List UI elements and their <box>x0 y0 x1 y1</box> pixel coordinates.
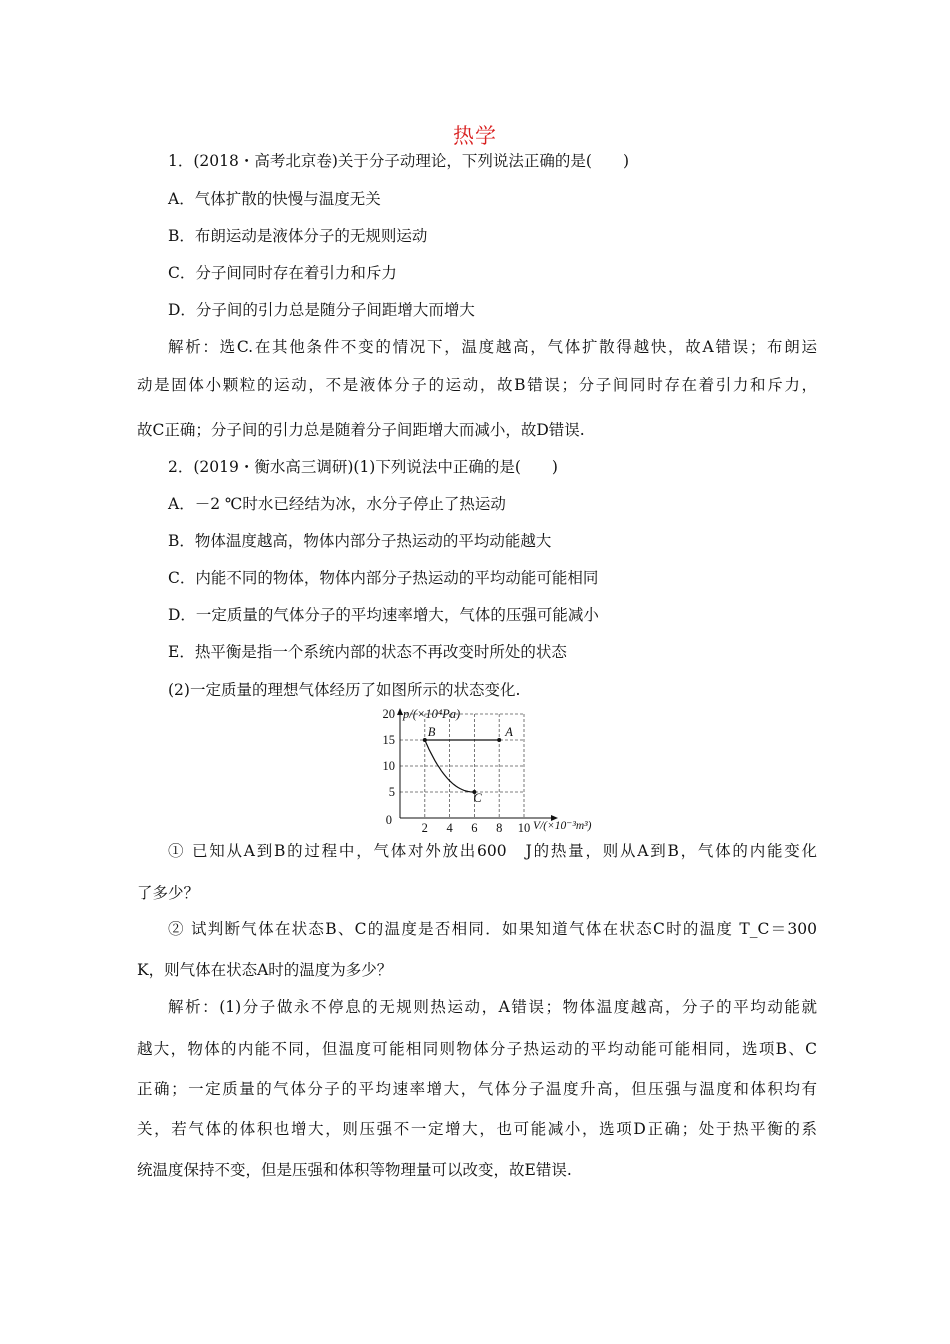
q2-option-a: A．－2 ℃时水已经结为冰，水分子停止了热运动 <box>168 495 506 513</box>
y-tick-label: 5 <box>388 785 395 799</box>
q1-analysis-line: 解析：选C.在其他条件不变的情况下，温度越高，气体扩散得越快，故A错误；布朗运 <box>168 338 817 356</box>
x-tick-label: 6 <box>471 821 478 835</box>
q2-sub2-line: ② 试判断气体在状态B、C的温度是否相同．如果知道气体在状态C时的温度 T_C＝300 <box>168 920 817 938</box>
y-tick-label: 15 <box>382 733 395 747</box>
q2-analysis-line: 正确；一定质量的气体分子的平均速率增大，气体分子温度升高，但压强与温度和体积均有 <box>137 1080 817 1098</box>
q2-sub2-line: K，则气体在状态A时的温度为多少？ <box>137 961 393 979</box>
page-title: 热学 <box>453 124 497 148</box>
chart-points <box>423 725 513 805</box>
q1-option-b: B．布朗运动是液体分子的无规则运动 <box>168 227 428 245</box>
q2-stem: 2．(2019・衡水高三调研)(1)下列说法中正确的是( ) <box>168 458 558 476</box>
q1-stem: 1．(2018・高考北京卷)关于分子动理论，下列说法正确的是( ) <box>168 152 629 170</box>
point-label-C: C <box>473 791 482 805</box>
x-tick-label: 8 <box>496 821 503 835</box>
q1-analysis-line: 故C正确；分子间的引力总是随着分子间距增大而减小，故D错误. <box>137 421 585 439</box>
point-A <box>497 738 501 742</box>
x-tick-label: 10 <box>517 821 531 835</box>
x-tick-label: 2 <box>421 821 428 835</box>
pv-diagram <box>373 705 623 835</box>
point-label-A: A <box>505 725 513 739</box>
q2-analysis-line: 解析：(1)分子做永不停息的无规则热运动，A错误；物体温度越高，分子的平均动能就 <box>168 998 817 1016</box>
origin-label: 0 <box>385 813 392 827</box>
y-tick-label: 20 <box>382 707 395 721</box>
point-B <box>423 738 427 742</box>
q2-option-e: E．热平衡是指一个系统内部的状态不再改变时所处的状态 <box>168 643 567 661</box>
x-tick-label: 4 <box>446 821 453 835</box>
point-label-B: B <box>427 725 436 739</box>
q1-option-d: D．分子间的引力总是随分子间距增大而增大 <box>168 301 475 319</box>
q2-part2-text: (2)一定质量的理想气体经历了如图所示的状态变化. <box>168 681 521 699</box>
q2-option-b: B．物体温度越高，物体内部分子热运动的平均动能越大 <box>168 532 552 550</box>
q2-analysis-line: 统温度保持不变，但是压强和体积等物理量可以改变，故E错误. <box>137 1161 572 1179</box>
q1-option-a: A．气体扩散的快慢与温度无关 <box>168 190 381 208</box>
q2-sub1-line: ① 已知从A到B的过程中，气体对外放出600 J的热量，则从A到B，气体的内能变化 <box>168 842 817 860</box>
q2-option-c: C．内能不同的物体，物体内部分子热运动的平均动能可能相同 <box>168 569 599 587</box>
q1-analysis-line: 动是固体小颗粒的运动，不是液体分子的运动，故B错误；分子间同时存在着引力和斥力， <box>137 376 817 394</box>
y-axis-label: p/(×10⁴Pa) <box>403 707 461 721</box>
q1-option-c: C．分子间同时存在着引力和斥力 <box>168 264 397 282</box>
x-axis-label: V/(×10⁻³m³) <box>533 820 592 832</box>
q2-analysis-line: 越大，物体的内能不同，但温度可能相同则物体分子热运动的平均动能可能相同，选项B、C <box>137 1040 817 1058</box>
q2-analysis-line: 关，若气体的体积也增大，则压强不一定增大，也可能减小，选项D正确；处于热平衡的系 <box>137 1120 817 1138</box>
q2-sub1-line: 了多少？ <box>137 884 200 902</box>
q2-option-d: D．一定质量的气体分子的平均速率增大，气体的压强可能减小 <box>168 606 599 624</box>
y-tick-label: 10 <box>382 759 395 773</box>
